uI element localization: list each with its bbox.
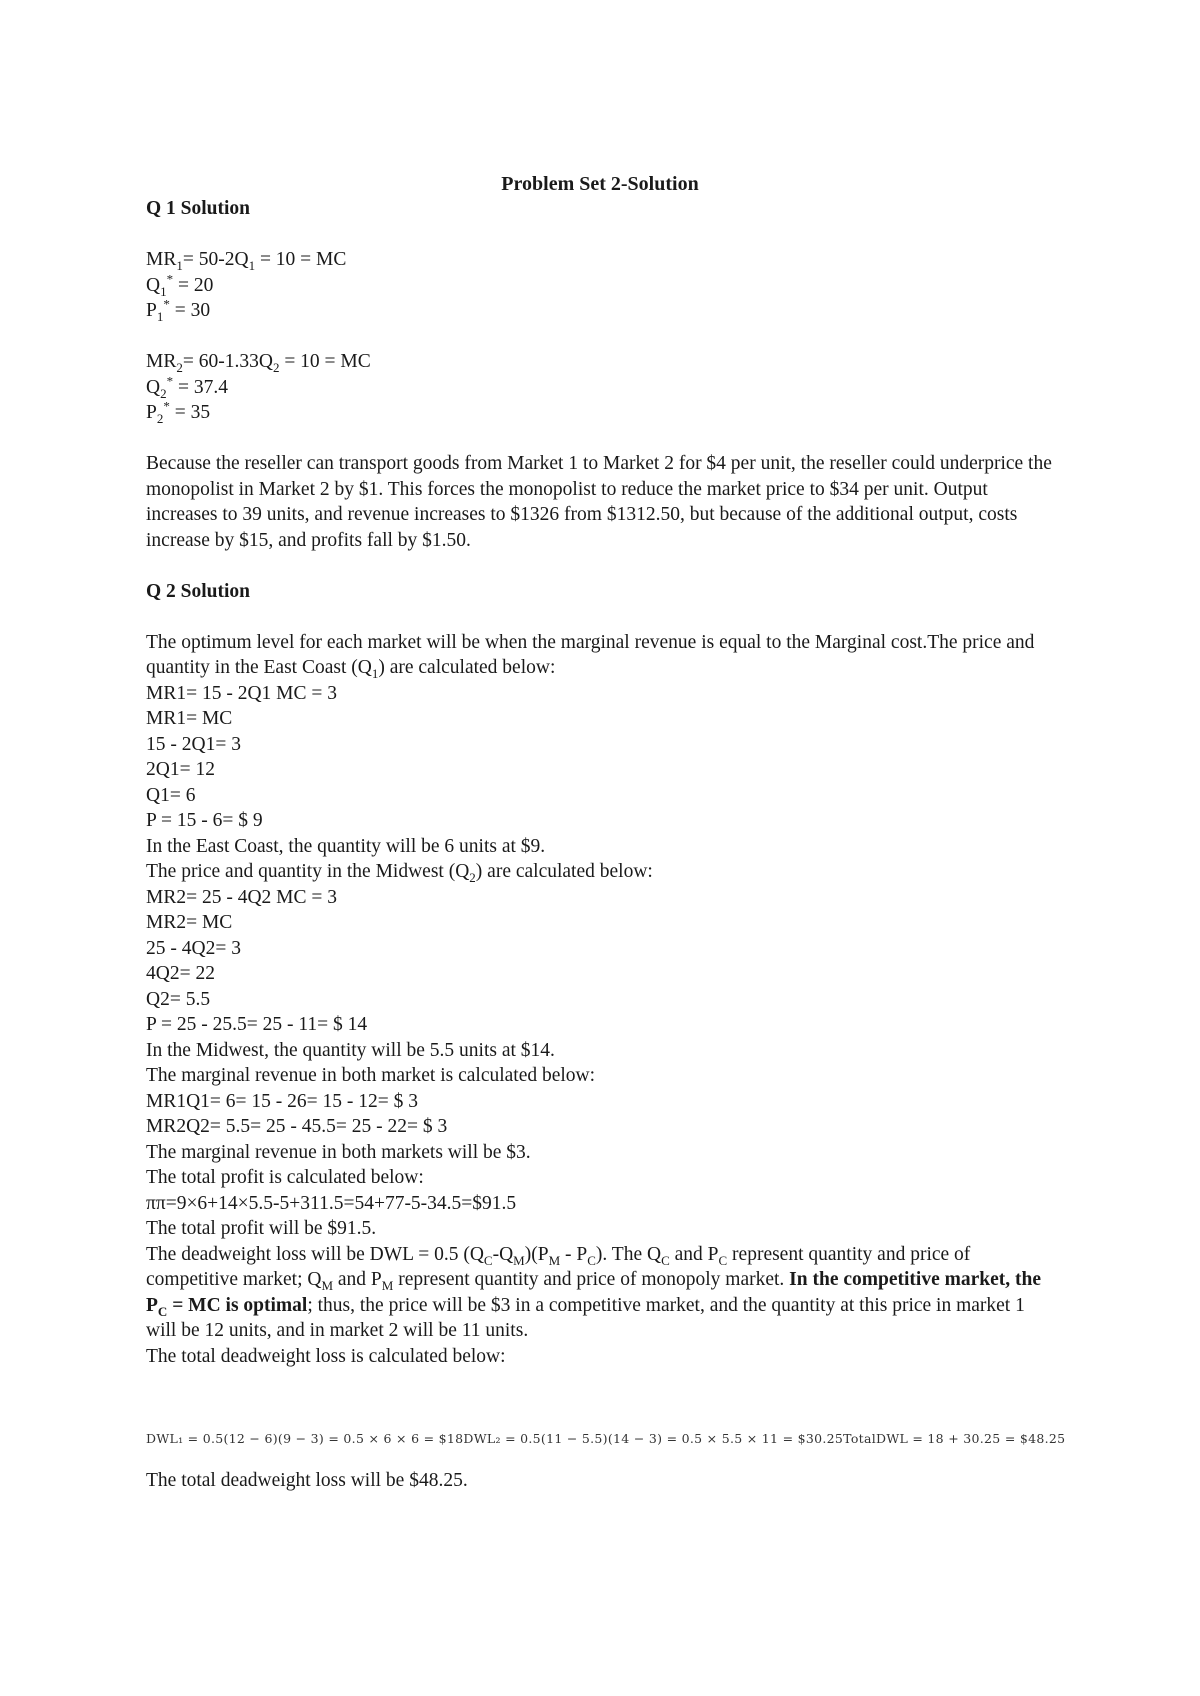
- total-dwl-conclusion: The total deadweight loss will be $48.25.: [146, 1470, 468, 1491]
- midwest-line: The marginal revenue in both markets will be $3.: [146, 1141, 531, 1163]
- midwest-line: The total profit is calculated below:: [146, 1167, 424, 1188]
- midwest-line: MR2= 25 - 4Q2 MC = 3: [146, 886, 338, 908]
- page-title: Problem Set 2-Solution: [501, 173, 699, 195]
- midwest-line: The total profit will be $91.5.: [146, 1218, 377, 1239]
- document-body: [146, 196, 1056, 1369]
- midwest-line: 4Q2= 22: [146, 963, 215, 984]
- q1-mr2-equation: $MR_2= 60-1.33Q_2 = 10$ = MC: [146, 351, 371, 375]
- east-line: P = 15 - 6= $ 9: [146, 810, 263, 831]
- east-line: MR1= MC: [146, 708, 233, 729]
- q1-p1-result: $P_1^* = 30$: [146, 296, 211, 324]
- q1-mr1-equation: $MR_1= 50-2Q_1 = 10$ = MC: [146, 249, 347, 273]
- east-line: 15 - 2Q1= 3: [146, 733, 241, 755]
- east-line: Q1= 6: [146, 784, 196, 806]
- q2-intro-paragraph: The optimum level for each market will be when the marginal revenue is equal to the Marginal cost.The price and quantity in the East Coast $(Q_1)$ are calculated below:: [146, 631, 1035, 681]
- midwest-intro: The price and quantity in the Midwest $(Q_2)$ are calculated below:: [146, 861, 653, 885]
- midwest-line: P = 25 - 25.5= 25 - 11= $ 14: [146, 1014, 368, 1035]
- midwest-line: Q2= 5.5: [146, 988, 211, 1010]
- q1-q1-result: $Q_1^* = 20$: [146, 271, 214, 299]
- midwest-line: MR1Q1= 6= 15 - 26= 15 - 12= $ 3: [146, 1090, 419, 1112]
- q2-heading: Q 2 Solution: [146, 580, 251, 602]
- midwest-line: MR2Q2= 5.5= 25 - 45.5= 25 - 22= $ 3: [146, 1116, 448, 1137]
- total-dwl-intro: The total deadweight loss is calculated below:: [146, 1345, 506, 1367]
- spacer: [146, 324, 1056, 350]
- spacer: [146, 426, 1056, 452]
- spacer: [146, 222, 1056, 248]
- dwl-paragraph: The deadweight loss will be DWL = 0.5 $(Q_C-Q_M)(P_M - P_C)$. The $Q_C$ and $P_C$ represent quantity and price of competitive market; $Q_M$ and $P_M$ represent quantity and price of monopoly market. In the competitive market, the $P_C$ = MC is optimal; thus, the price will be $3 in a competitive market, and the quantity at this price in market 1 will be 12 units, and in market 2 will be 11 units.: [146, 1243, 1041, 1341]
- midwest-line: The marginal revenue in both market is calculated below:: [146, 1065, 596, 1086]
- east-line: MR1= 15 - 2Q1 MC = 3: [146, 682, 338, 704]
- q1-q2-result: $Q_2^* = 37.4$: [146, 373, 228, 401]
- east-line: 2Q1= 12: [146, 759, 215, 780]
- midwest-line: ππ=9×6+14×5.5-5+311.5=54+77-5-34.5=$91.5: [146, 1192, 517, 1214]
- midwest-line: In the Midwest, the quantity will be 5.5 units at $14.: [146, 1039, 555, 1061]
- q1-heading: Q 1 Solution: [146, 198, 251, 219]
- east-line: In the East Coast, the quantity will be 6 units at $9.: [146, 835, 546, 857]
- q1-reseller-paragraph: Because the reseller can transport goods from Market 1 to Market 2 for $4 per unit, the reseller could underprice the monopolist in Market 2 by $1. This forces the monopolist to reduce the market price to $34 per unit. Output increases to 39 units, and revenue increases to $1326 from $1312.50, but because of the additional output, costs increase by $15, and profits fall by $1.50.: [146, 453, 1052, 551]
- spacer: [146, 604, 1056, 630]
- midwest-line: MR2= MC: [146, 912, 233, 933]
- midwest-line: 25 - 4Q2= 3: [146, 937, 241, 959]
- q1-p2-result: $P_2^* = 35$: [146, 398, 211, 426]
- dwl-formula-image: DWL₁ = 0.5(12 − 6)(9 − 3) = 0.5 × 6 × 6 = $18DWL₂ = 0.5(11 − 5.5)(14 − 3) = 0.5 × 5.5 × 11 = $30.25TotalDWL = 18 + 30.25 = $48.25: [146, 1431, 1066, 1446]
- spacer: [146, 553, 1056, 579]
